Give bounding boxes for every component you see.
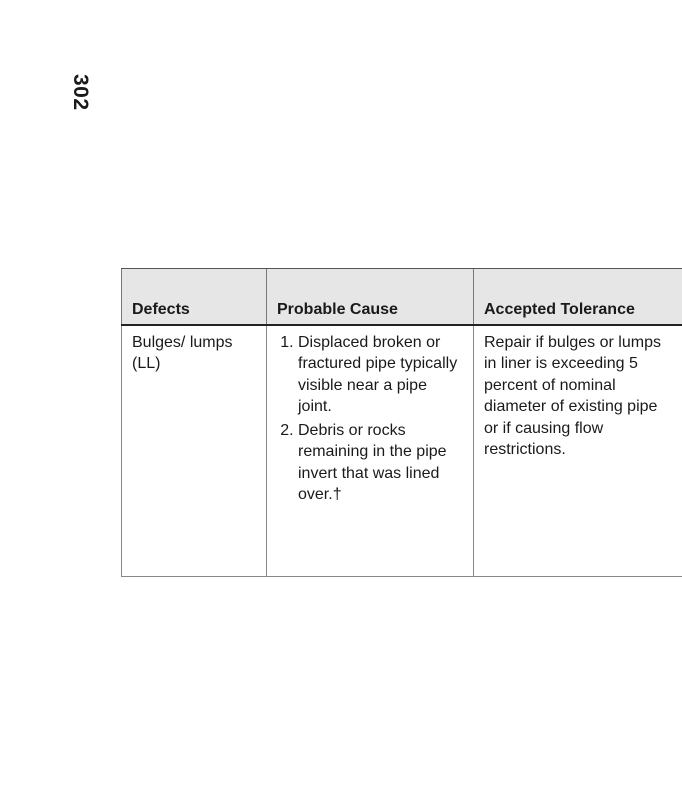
cause-list (277, 332, 463, 506)
defect-text: Bulges/ lumps (LL) (132, 333, 233, 372)
tolerance-text: Repair if bulges or lumps in liner is exceeding 5 percent of nominal diameter of existing pipe or if causing flow restrictions. (484, 333, 661, 458)
cell-defect (122, 325, 267, 577)
table-row (122, 325, 682, 577)
table-header-row (122, 269, 682, 325)
cell-accepted-tolerance (474, 325, 682, 577)
defects-table (121, 268, 682, 577)
cause-item: 1. Displaced broken or fractured pipe typically visible near a pipe joint. (298, 332, 463, 418)
header-defects: Defects (122, 269, 267, 325)
cell-probable-cause (267, 325, 474, 577)
header-probable-cause: Probable Cause (267, 269, 474, 325)
cause-item: 2. Debris or rocks remaining in the pipe invert that was lined over.† (298, 420, 463, 506)
page-number: 302 (69, 74, 92, 111)
header-accepted-tolerance: Accepted Tolerance (474, 269, 682, 325)
defects-table-container (121, 268, 661, 578)
